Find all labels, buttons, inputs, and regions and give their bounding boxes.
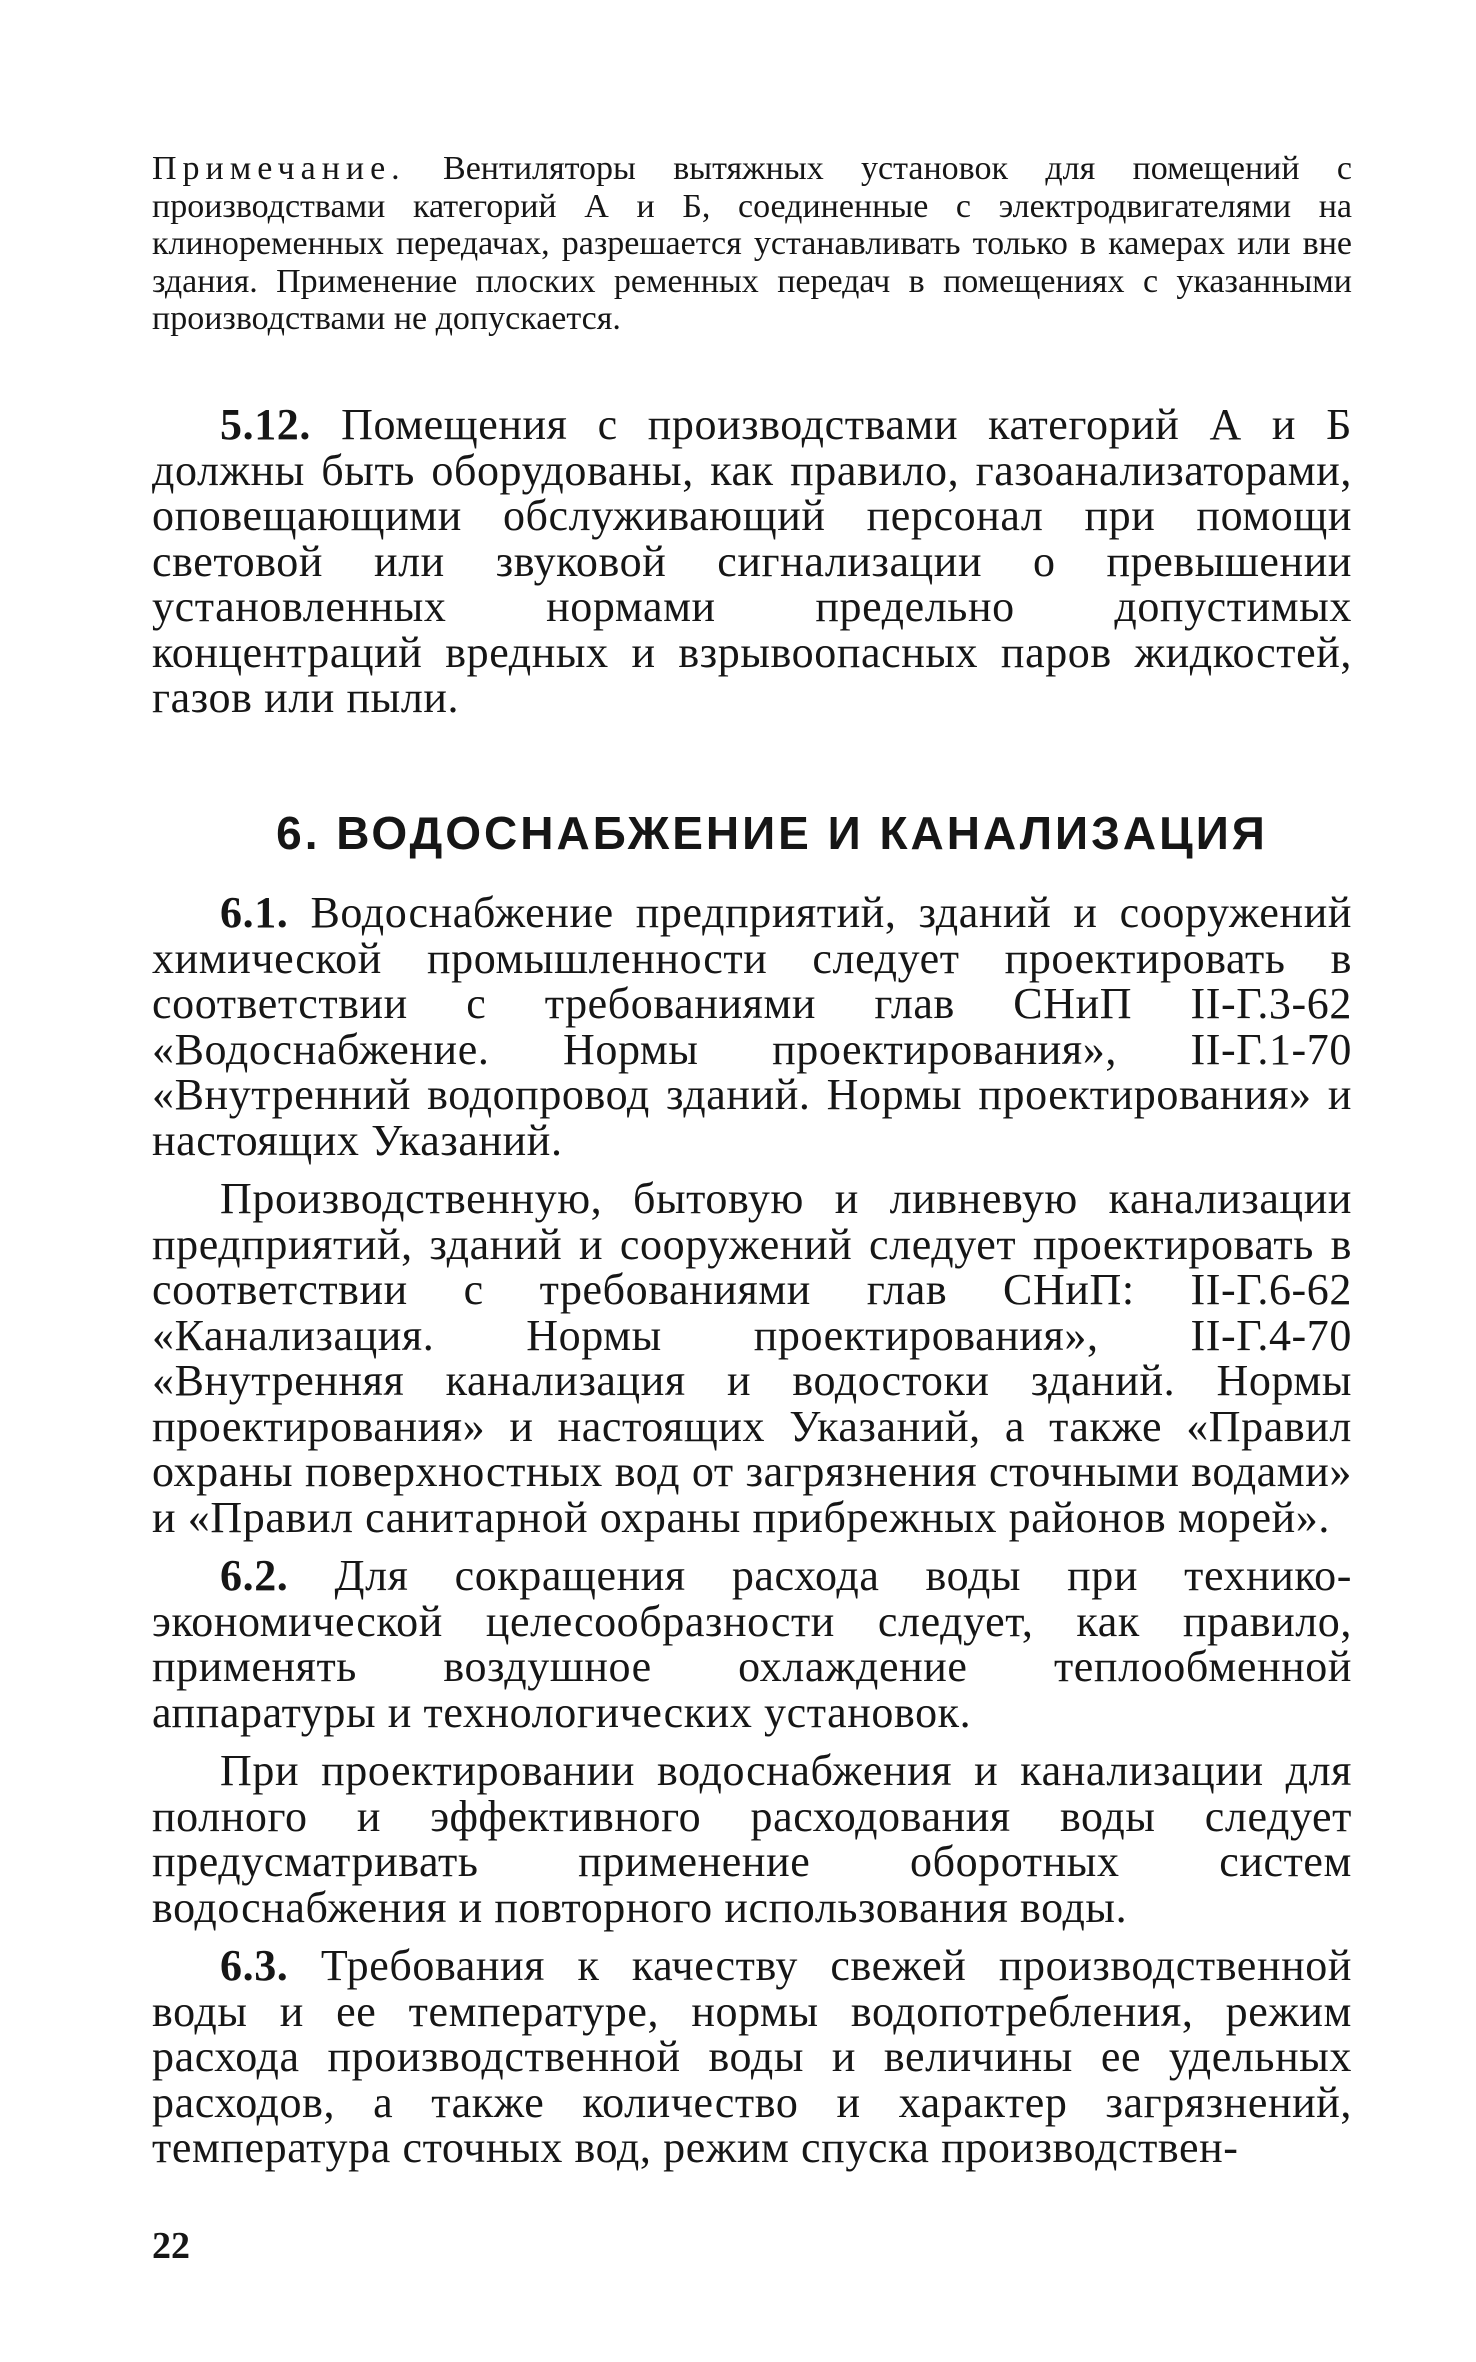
clause-6-2-paragraph [152, 1553, 1352, 1735]
clause-number: 5.12. [220, 400, 311, 449]
note-paragraph [152, 150, 1352, 338]
section-6-body [152, 890, 1352, 2171]
clause-6-3-paragraph [152, 1943, 1352, 2171]
note-text: Вентиляторы вытяжных установок для помещений с производствами категорий А и Б, соединенные с электродвигателями на клиноременных передачах, разрешается устанавливать только в камерах или вне здания. Применение плоских ременных передач в помещениях с указанными производствами не допускается. [152, 150, 1352, 337]
clause-6-2-paragraph-2: При проектировании водоснабжения и канализации для полного и эффективного расходования воды следует предусматривать применение оборотных систем водоснабжения и повторного использования воды. [152, 1746, 1352, 1932]
clause-text: Водоснабжение предприятий, зданий и сооружений химической промышленности следует проектировать в соответствии с требованиями глав СНиП II-Г.3-62 «Водоснабжение. Нормы проектирования», II-Г.1-70 «Внутренний водопровод зданий. Нормы проектирования» и настоящих Указаний. [152, 888, 1352, 1165]
clause-text: Помещения с производствами категорий А и Б должны быть оборудованы, как правило, газоанализаторами, оповещающими обслуживающий персонал при помощи световой или звуковой сигнализации о превышении установленных нормами предельно допустимых концентраций вредных и взрывоопасных паров жидкостей, газов или пыли. [152, 400, 1352, 722]
clause-5-12-paragraph [152, 402, 1352, 721]
clause-5-12 [152, 402, 1352, 721]
clause-6-1-paragraph-2: Производственную, бытовую и ливневую канализации предприятий, зданий и сооружений следует проектировать в соответствии с требованиями глав СНиП: II-Г.6-62 «Канализация. Нормы проектирования», II-Г.4-70 «Внутренняя канализация и водостоки зданий. Нормы проектирования» и настоящих Указаний, а также «Правил охраны поверхностных вод от загрязнения сточными водами» и «Правил санитарной охраны прибрежных районов морей». [152, 1174, 1352, 1542]
clause-text: Требования к качеству свежей производственной воды и ее температуре, нормы водопотребления, режим расхода производственной воды и величины ее удельных расходов, а также количество и характер загрязнений, температура сточных вод, режим спуска производствен- [152, 1941, 1352, 2172]
note-lead: Примечание. [152, 150, 406, 187]
page-number: 22 [152, 2225, 190, 2267]
clause-6-1-paragraph [152, 890, 1352, 1163]
clause-text: Для сокращения расхода воды при технико-экономической целесообразности следует, как правило, применять воздушное охлаждение теплообменной аппаратуры и технологических установок. [152, 1551, 1352, 1737]
clause-number: 6.2. [220, 1551, 289, 1600]
section-heading: 6. ВОДОСНАБЖЕНИЕ И КАНАЛИЗАЦИЯ [276, 807, 1268, 859]
clause-number: 6.1. [220, 888, 289, 937]
clause-number: 6.3. [220, 1941, 289, 1990]
